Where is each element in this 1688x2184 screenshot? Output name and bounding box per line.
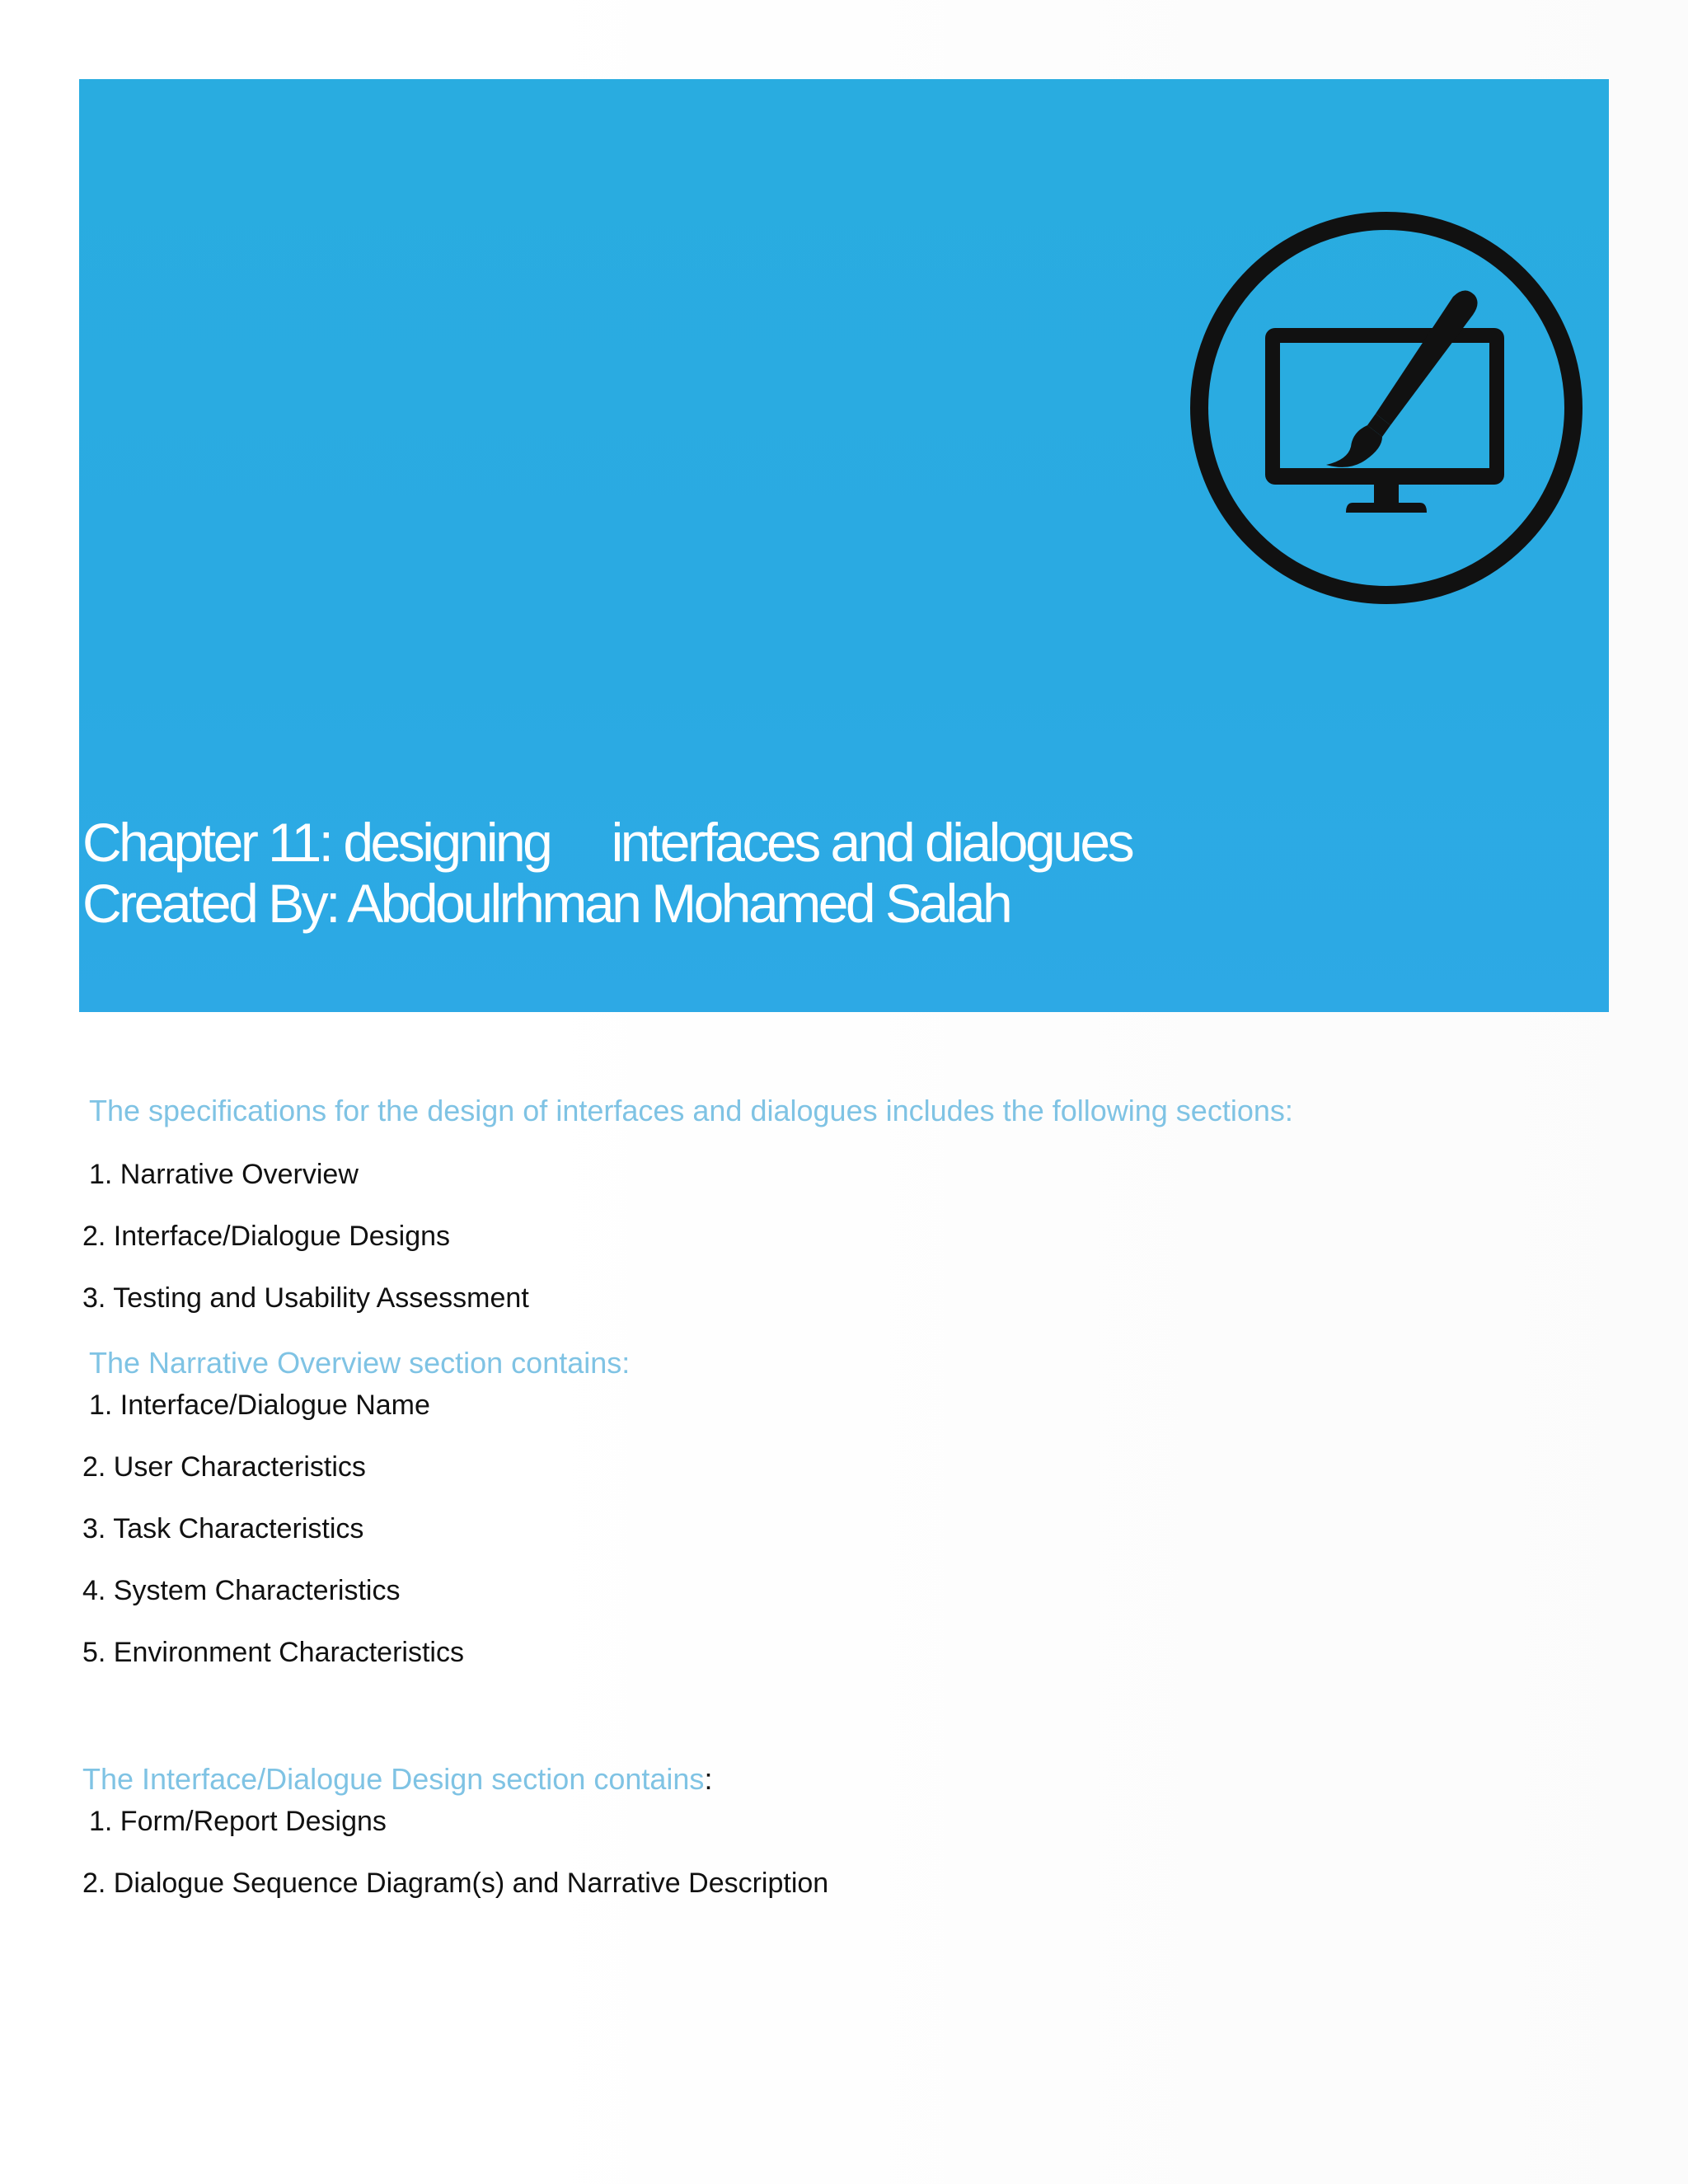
list-item: 1. Interface/Dialogue Name bbox=[89, 1390, 430, 1421]
list-item: 2. Dialogue Sequence Diagram(s) and Narrative Description bbox=[82, 1868, 829, 1899]
list-item: 5. Environment Characteristics bbox=[82, 1637, 464, 1668]
list-item: 2. Interface/Dialogue Designs bbox=[82, 1221, 451, 1252]
author-line: Created By: Abdoulrhman Mohamed Salah bbox=[82, 873, 1010, 934]
cover-title bbox=[82, 812, 1484, 934]
chapter-title: Chapter 11: designing interfaces and dialogues bbox=[82, 812, 1132, 873]
list-item: 2. User Characteristics bbox=[82, 1451, 366, 1483]
heading-colon: : bbox=[704, 1762, 713, 1796]
section-heading-specifications: The specifications for the design of interfaces and dialogues includes the following sections: bbox=[89, 1094, 1293, 1127]
list-item: 3. Testing and Usability Assessment bbox=[82, 1282, 529, 1314]
section-heading-text: The Interface/Dialogue Design section contains bbox=[82, 1762, 705, 1796]
list-item: 4. System Characteristics bbox=[82, 1575, 401, 1606]
list-item: 1. Form/Report Designs bbox=[89, 1806, 387, 1837]
list-item: 1. Narrative Overview bbox=[89, 1159, 359, 1190]
section-heading-interface-dialogue-design bbox=[82, 1762, 712, 1797]
list-item: 3. Task Characteristics bbox=[82, 1513, 364, 1544]
section-heading-narrative-overview: The Narrative Overview section contains: bbox=[89, 1346, 631, 1380]
monitor-paintbrush-icon bbox=[1188, 209, 1585, 607]
cover-banner bbox=[79, 79, 1609, 1012]
